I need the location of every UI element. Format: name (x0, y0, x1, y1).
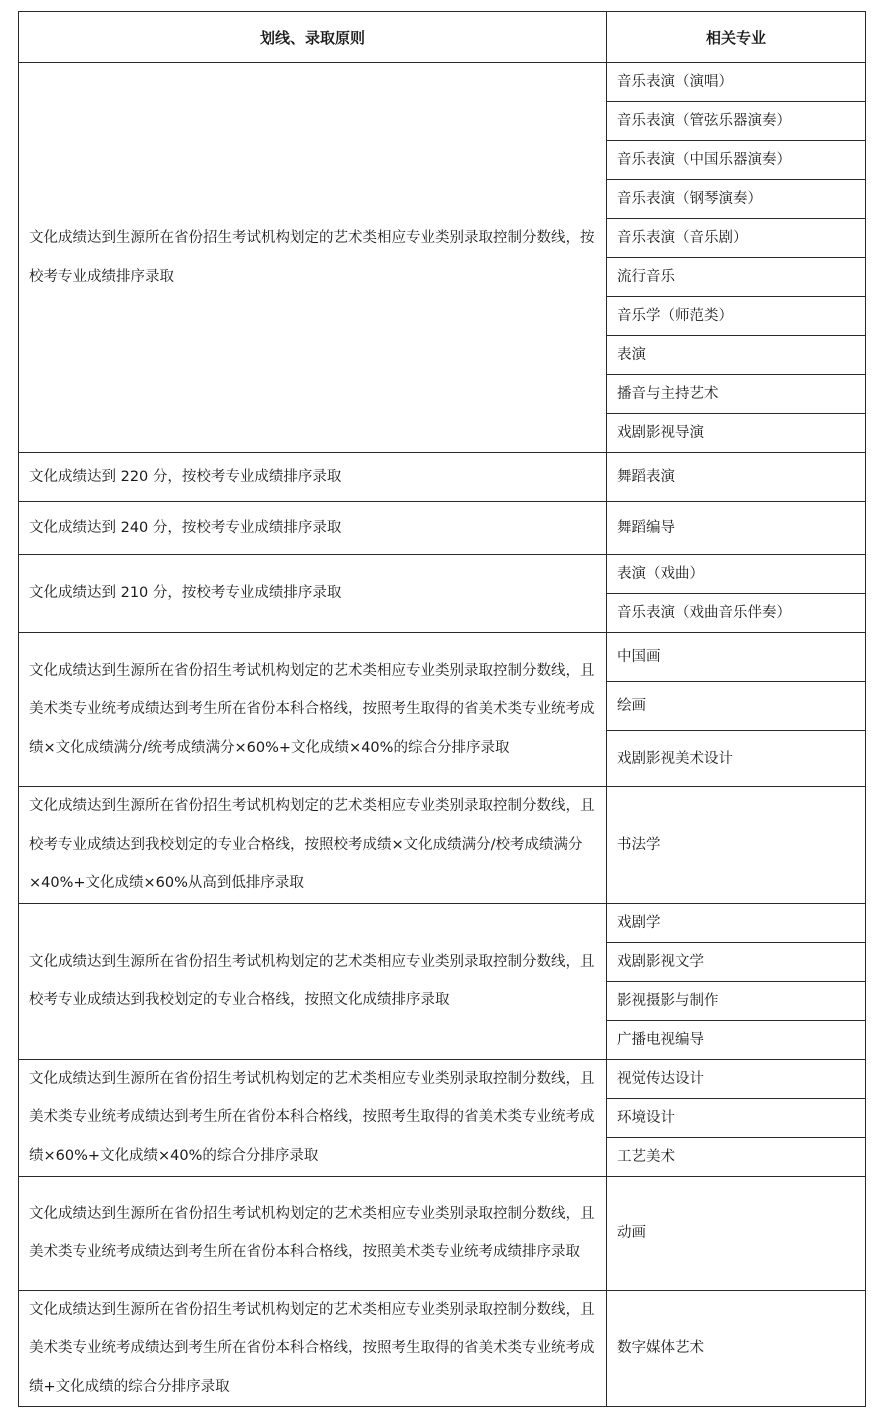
major-cell: 音乐表演（管弦乐器演奏） (607, 102, 866, 141)
rule-cell: 文化成绩达到生源所在省份招生考试机构划定的艺术类相应专业类别录取控制分数线，按校考专业成绩排序录取 (19, 63, 607, 453)
major-cell: 表演（戏曲） (607, 555, 866, 594)
major-cell: 音乐学（师范类） (607, 297, 866, 336)
table-row (19, 633, 866, 682)
major-cell: 中国画 (607, 633, 866, 682)
rule-cell: 文化成绩达到 240 分，按校考专业成绩排序录取 (19, 502, 607, 555)
header-rule: 划线、录取原则 (19, 12, 607, 63)
rule-cell: 文化成绩达到生源所在省份招生考试机构划定的艺术类相应专业类别录取控制分数线，且美术类专业统考成绩达到考生所在省份本科合格线，按照考生取得的省美术类专业统考成绩×文化成绩满分/统考成绩满分×60%+文化成绩×40%的综合分排序录取 (19, 633, 607, 787)
major-cell: 音乐表演（中国乐器演奏） (607, 141, 866, 180)
major-cell: 戏剧学 (607, 903, 866, 942)
major-cell: 表演 (607, 336, 866, 375)
rule-cell: 文化成绩达到生源所在省份招生考试机构划定的艺术类相应专业类别录取控制分数线，且校考专业成绩达到我校划定的专业合格线，按照校考成绩×文化成绩满分/校考成绩满分×40%+文化成绩×60%从高到低排序录取 (19, 787, 607, 904)
table-row (19, 1059, 866, 1098)
major-cell: 音乐表演（演唱） (607, 63, 866, 102)
major-cell: 影视摄影与制作 (607, 981, 866, 1020)
rule-cell: 文化成绩达到生源所在省份招生考试机构划定的艺术类相应专业类别录取控制分数线，且美术类专业统考成绩达到考生所在省份本科合格线，按照考生取得的省美术类专业统考成绩×60%+文化成绩×40%的综合分排序录取 (19, 1059, 607, 1176)
rule-cell: 文化成绩达到 220 分，按校考专业成绩排序录取 (19, 453, 607, 502)
rule-cell: 文化成绩达到生源所在省份招生考试机构划定的艺术类相应专业类别录取控制分数线，且美术类专业统考成绩达到考生所在省份本科合格线，按照美术类专业统考成绩排序录取 (19, 1176, 607, 1290)
table-row (19, 903, 866, 942)
rule-cell: 文化成绩达到生源所在省份招生考试机构划定的艺术类相应专业类别录取控制分数线，且校考专业成绩达到我校划定的专业合格线，按照文化成绩排序录取 (19, 903, 607, 1059)
major-cell: 数字媒体艺术 (607, 1290, 866, 1407)
major-cell: 书法学 (607, 787, 866, 904)
table-row (19, 555, 866, 594)
major-cell: 舞蹈表演 (607, 453, 866, 502)
table-row (19, 453, 866, 502)
major-cell: 戏剧影视美术设计 (607, 731, 866, 787)
major-cell: 视觉传达设计 (607, 1059, 866, 1098)
major-cell: 绘画 (607, 682, 866, 731)
rule-cell: 文化成绩达到 210 分，按校考专业成绩排序录取 (19, 555, 607, 633)
major-cell: 音乐表演（钢琴演奏） (607, 180, 866, 219)
header-major: 相关专业 (607, 12, 866, 63)
header-row (19, 12, 866, 63)
major-cell: 音乐表演（戏曲音乐伴奏） (607, 594, 866, 633)
major-cell: 环境设计 (607, 1098, 866, 1137)
table-row (19, 1176, 866, 1290)
major-cell: 戏剧影视文学 (607, 942, 866, 981)
admission-rules-table (18, 11, 866, 1407)
major-cell: 音乐表演（音乐剧） (607, 219, 866, 258)
major-cell: 播音与主持艺术 (607, 375, 866, 414)
rule-cell: 文化成绩达到生源所在省份招生考试机构划定的艺术类相应专业类别录取控制分数线，且美术类专业统考成绩达到考生所在省份本科合格线，按照考生取得的省美术类专业统考成绩+文化成绩的综合分排序录取 (19, 1290, 607, 1407)
table-row (19, 63, 866, 102)
table-row (19, 1290, 866, 1407)
major-cell: 流行音乐 (607, 258, 866, 297)
major-cell: 舞蹈编导 (607, 502, 866, 555)
table-row (19, 502, 866, 555)
major-cell: 工艺美术 (607, 1137, 866, 1176)
major-cell: 广播电视编导 (607, 1020, 866, 1059)
major-cell: 动画 (607, 1176, 866, 1290)
table-row (19, 787, 866, 904)
major-cell: 戏剧影视导演 (607, 414, 866, 453)
